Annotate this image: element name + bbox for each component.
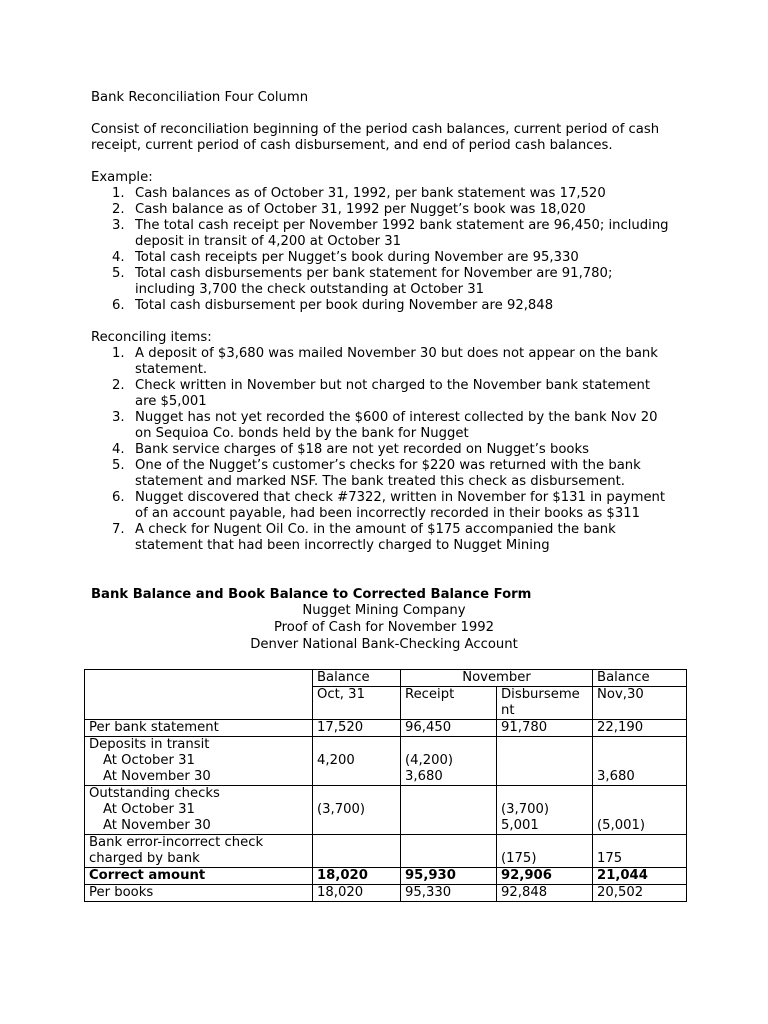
table-cell: (175): [497, 835, 593, 868]
table-header-cell: Disburseme nt: [497, 687, 593, 720]
form-title: Bank Balance and Book Balance to Corrected Balance Form: [91, 587, 532, 602]
table-header-cell: [85, 670, 313, 720]
table-header-cell: Balance: [593, 670, 687, 687]
table-cell: Outstanding checks At October 31 At November 30: [85, 786, 313, 835]
table-cell: 20,502: [593, 885, 687, 902]
example-label: Example:: [91, 170, 153, 185]
reconciling-label: Reconciling items:: [91, 330, 212, 345]
table-cell: Per books: [85, 885, 313, 902]
table-cell: 95,330: [401, 885, 497, 902]
list-item: 4. Total cash receipts per Nugget’s book during November are 95,330: [112, 250, 579, 265]
proof-title: Proof of Cash for November 1992: [273, 620, 495, 635]
table-cell: Deposits in transit At October 31 At November 30: [85, 737, 313, 786]
list-item: 6. Nugget discovered that check #7322, written in November for $131 in payment of an account payable, had been incorrectly recorded in their books as $311: [112, 490, 666, 521]
table-cell: 22,190: [593, 720, 687, 737]
table-header-cell: Balance: [313, 670, 401, 687]
table-cell: 21,044: [593, 868, 687, 885]
intro-paragraph: Consist of reconciliation beginning of the period cash balances, current period of cash receipt, current period of cash disbursement, and end of period cash balances.: [91, 122, 660, 153]
table-row: [85, 868, 687, 885]
table-header-cell: Oct, 31: [313, 687, 401, 720]
table-header-cell: Nov,30: [593, 687, 687, 720]
list-item: 2. Cash balance as of October 31, 1992 per Nugget’s book was 18,020: [112, 202, 586, 217]
reconciling-list: [110, 346, 670, 554]
table-cell: (4,200) 3,680: [401, 737, 497, 786]
list-item: 5. Total cash disbursements per bank statement for November are 91,780; including 3,700 the check outstanding at October 31: [112, 266, 613, 297]
table-cell: [401, 786, 497, 835]
list-item: 1. A deposit of $3,680 was mailed November 30 but does not appear on the bank statement.: [112, 346, 658, 377]
document-title: Bank Reconciliation Four Column: [91, 90, 309, 105]
list-item: 4. Bank service charges of $18 are not yet recorded on Nugget’s books: [112, 442, 589, 457]
table-row: [85, 835, 687, 868]
table-cell: 92,906: [497, 868, 593, 885]
table-cell: 18,020: [313, 868, 401, 885]
list-item: 6. Total cash disbursement per book during November are 92,848: [112, 298, 554, 313]
table-cell: 17,520: [313, 720, 401, 737]
table-cell: Correct amount: [85, 868, 313, 885]
example-list: [110, 186, 670, 314]
table-row: [85, 720, 687, 737]
list-item: 2. Check written in November but not charged to the November bank statement are $5,001: [112, 378, 651, 409]
table-cell: 95,930: [401, 868, 497, 885]
table-row: [85, 786, 687, 835]
table-cell: 91,780: [497, 720, 593, 737]
table-cell: 18,020: [313, 885, 401, 902]
table-cell: 96,450: [401, 720, 497, 737]
table-cell: (5,001): [593, 786, 687, 835]
list-item: 1. Cash balances as of October 31, 1992, per bank statement was 17,520: [112, 186, 606, 201]
table-cell: Bank error-incorrect check charged by bank: [85, 835, 313, 868]
list-item: 7. A check for Nugent Oil Co. in the amount of $175 accompanied the bank statement that had been incorrectly charged to Nugget Mining: [112, 522, 616, 553]
account-name: Denver National Bank-Checking Account: [250, 637, 518, 652]
list-item: 5. One of the Nugget’s customer’s checks for $220 was returned with the bank statement and marked NSF. The bank treated this check as disbursement.: [112, 458, 641, 489]
table-header-cell: Receipt: [401, 687, 497, 720]
company-name: Nugget Mining Company: [302, 603, 466, 618]
table-cell: [497, 737, 593, 786]
table-cell: Per bank statement: [85, 720, 313, 737]
table-cell: 3,680: [593, 737, 687, 786]
list-item: 3. The total cash receipt per November 1992 bank statement are 96,450; including deposit in transit of 4,200 at October 31: [112, 218, 669, 249]
table-row: [85, 737, 687, 786]
table-cell: [401, 835, 497, 868]
table-cell: (3,700) 5,001: [497, 786, 593, 835]
table-cell: 4,200: [313, 737, 401, 786]
table-header-row: [85, 670, 687, 687]
table-header-cell: November: [401, 670, 593, 687]
table-cell: (3,700): [313, 786, 401, 835]
table-cell: 92,848: [497, 885, 593, 902]
proof-of-cash-table: [84, 669, 687, 902]
table-cell: 175: [593, 835, 687, 868]
table-cell: [313, 835, 401, 868]
table-row: [85, 885, 687, 902]
list-item: 3. Nugget has not yet recorded the $600 of interest collected by the bank Nov 20 on Sequioa Co. bonds held by the bank for Nugget: [112, 410, 658, 441]
